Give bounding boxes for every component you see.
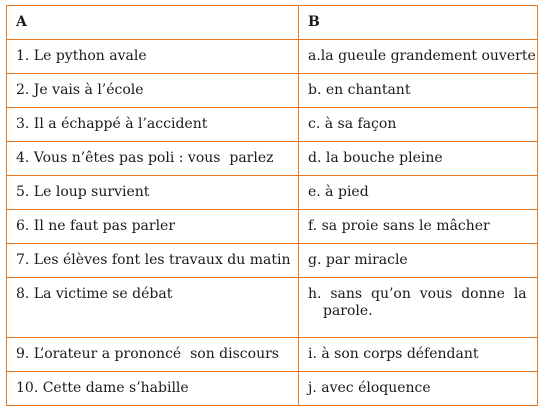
table-row bbox=[7, 142, 538, 176]
column-a-header: A bbox=[7, 6, 299, 40]
cell-b: b. en chantant bbox=[299, 74, 538, 108]
table-row bbox=[7, 108, 538, 142]
cell-a: 3. Il a échappé à l’accident bbox=[7, 108, 299, 142]
table-row bbox=[7, 176, 538, 210]
table-row bbox=[7, 372, 538, 406]
cell-a: 8. La victime se débat bbox=[7, 278, 299, 338]
cell-b: j. avec éloquence bbox=[299, 372, 538, 406]
cell-a: 5. Le loup survient bbox=[7, 176, 299, 210]
cell-a: 9. L’orateur a prononcé son discours bbox=[7, 338, 299, 372]
cell-b-line-2: parole. bbox=[323, 303, 373, 319]
cell-a: 7. Les élèves font les travaux du matin bbox=[7, 244, 299, 278]
cell-b bbox=[299, 278, 538, 338]
table-row bbox=[7, 338, 538, 372]
header-row bbox=[7, 6, 538, 40]
cell-a: 10. Cette dame s’habille bbox=[7, 372, 299, 406]
cell-b-line-1: h. sans qu’on vous donne la bbox=[308, 286, 527, 302]
table-row bbox=[7, 74, 538, 108]
table-row bbox=[7, 244, 538, 278]
cell-b: d. la bouche pleine bbox=[299, 142, 538, 176]
cell-a: 2. Je vais à l’école bbox=[7, 74, 299, 108]
table-row bbox=[7, 210, 538, 244]
cell-b: e. à pied bbox=[299, 176, 538, 210]
cell-b: a.la gueule grandement ouverte bbox=[299, 40, 538, 74]
cell-a: 1. Le python avale bbox=[7, 40, 299, 74]
cell-a: 6. Il ne faut pas parler bbox=[7, 210, 299, 244]
table-row bbox=[7, 278, 538, 338]
cell-a: 4. Vous n’êtes pas poli : vous parlez bbox=[7, 142, 299, 176]
cell-b: c. à sa façon bbox=[299, 108, 538, 142]
cell-b: g. par miracle bbox=[299, 244, 538, 278]
cell-b: f. sa proie sans le mâcher bbox=[299, 210, 538, 244]
matching-table bbox=[6, 5, 538, 406]
cell-b: i. à son corps défendant bbox=[299, 338, 538, 372]
table-row bbox=[7, 40, 538, 74]
column-b-header: B bbox=[299, 6, 538, 40]
